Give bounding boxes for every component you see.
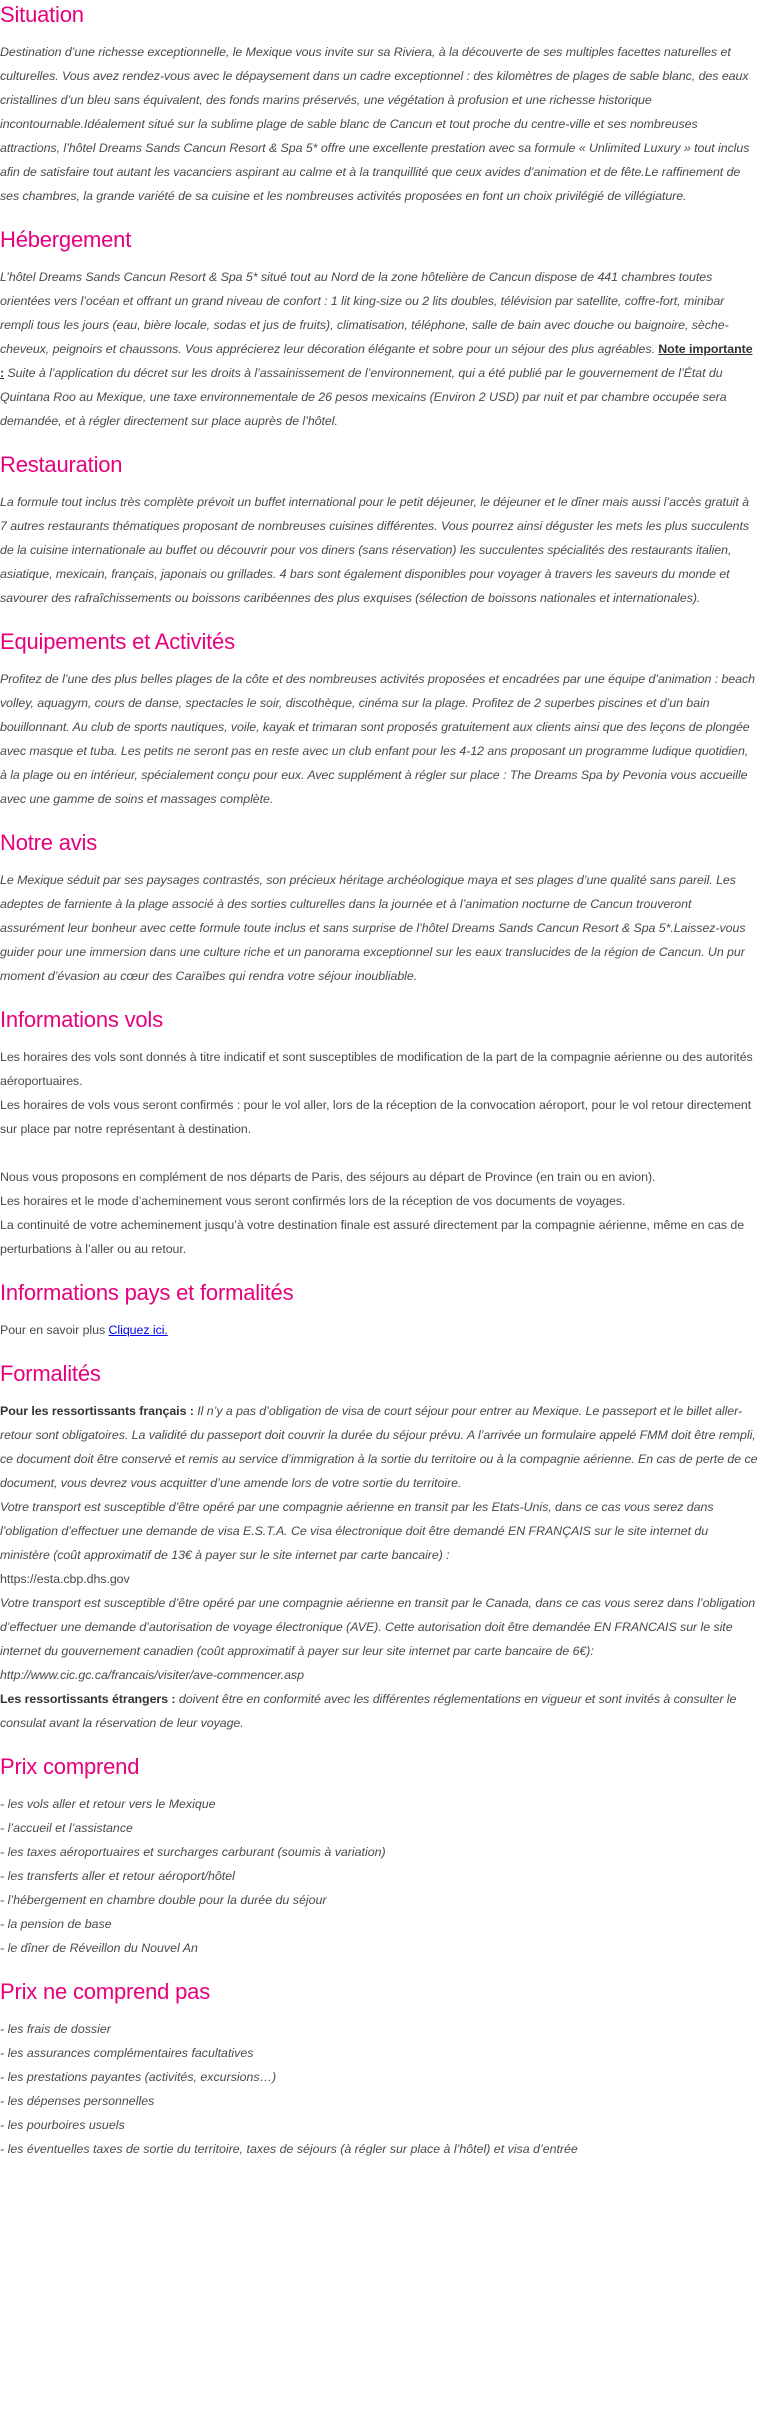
prix-ne-comprend-list: [0, 2017, 758, 2161]
restauration-text: La formule tout inclus très complète prévoit un buffet international pour le petit déjeuner, le déjeuner et le dîner mais aussi l’accès gratuit à 7 autres restaurants thématiques proposant de nombreuses cuisines différentes. Vous pourrez ainsi déguster les mets les plus succulents de la cuisine internationale au buffet ou découvrir pour vos diners (sans réservation) les succulentes spécialités des restaurants italien, asiatique, mexicain, français, japonais ou grillades. 4 bars sont également disponibles pour voyager à travers les saveurs du monde et savourer des rafraîchissements ou boissons caribéennes des plus exquises (sélection de boissons nationales et internationales).: [0, 495, 750, 605]
section-vols: [0, 1005, 758, 1261]
section-situation: [0, 0, 758, 208]
section-title-pays: Informations pays et formalités: [0, 1280, 294, 1305]
vols-paragraph-3: Nous vous proposons en complément de nos départs de Paris, des séjours au départ de Province (en train ou en avion).: [0, 1170, 656, 1184]
formalites-etr: [0, 1687, 758, 1735]
list-item: - le dîner de Réveillon du Nouvel An: [0, 1941, 198, 1955]
pays-text-label: Pour en savoir plus: [0, 1323, 109, 1337]
vols-paragraph-5: La continuité de votre acheminement jusqu’à votre destination finale est assuré directement par la compagnie aérienne, même en cas de perturbations à l’aller ou au retour.: [0, 1218, 745, 1256]
avis-text: Le Mexique séduit par ses paysages contrastés, son précieux héritage archéologique maya et ses plages d’une qualité sans pareil. Les adeptes de farniente à la plage associé à des sorties culturelles dans la journée et à l’animation nocturne de Cancun trouveront assurément leur bonheur avec cette formule toute inclus et sans surprise de l’hôtel Dreams Sands Cancun Resort & Spa 5*.Laissez-vous guider pour une immersion dans une culture riche et un panorama exceptionnel sur les eaux translucides de la région de Cancun. Un pur moment d’évasion au cœur des Caraïbes qui rendra votre séjour inoubliable.: [0, 873, 746, 983]
hebergement-text-before: L’hôtel Dreams Sands Cancun Resort & Spa 5* situé tout au Nord de la zone hôtelière de Cancun dispose de 441 chambres toutes orientées vers l’océan et offrant un grand niveau de confort : 1 lit king-size ou 2 lits doubles, télévision par satellite, coffre-fort, minibar rempli tous les jours (eau, bière locale, sodas et jus de fruits), climatisation, téléphone, salle de bain avec douche ou baignoire, sèche-cheveux, peignoirs et chaussons. Vous apprécierez leur décoration élégante et sobre pour un séjour des plus agréables.: [0, 270, 729, 356]
section-pays: [0, 1278, 758, 1342]
list-item: - les pourboires usuels: [0, 2118, 125, 2132]
vols-paragraph-4: Les horaires et le mode d’acheminement vous seront confirmés lors de la réception de vos documents de voyages.: [0, 1194, 626, 1208]
pays-link[interactable]: Cliquez ici.: [108, 1323, 168, 1337]
list-item: - les taxes aéroportuaires et surcharges carburant (soumis à variation): [0, 1845, 386, 1859]
formalites-usa: Votre transport est susceptible d’être opéré par une compagnie aérienne en transit par les Etats-Unis, dans ce cas vous serez dans l’obligation d’effectuer une demande de visa E.S.T.A. Ce visa électronique doit être demandé EN FRANÇAIS sur le site internet du ministère (coût approximatif de 13€ à payer sur le site internet par carte bancaire) :: [0, 1500, 714, 1562]
section-title-hebergement: Hébergement: [0, 227, 132, 252]
list-item: - les dépenses personnelles: [0, 2094, 155, 2108]
list-item: - la pension de base: [0, 1917, 112, 1931]
list-item: - les frais de dossier: [0, 2022, 111, 2036]
hebergement-text: [0, 265, 758, 433]
vols-spacer: [0, 1141, 758, 1165]
section-title-prix-ne-comprend: Prix ne comprend pas: [0, 1979, 210, 2004]
formalites-fr: [0, 1399, 758, 1495]
formalites-canada: Votre transport est susceptible d’être opéré par une compagnie aérienne en transit par le Canada, dans ce cas vous serez dans l’obligation d’effectuer une demande d’autorisation de voyage électronique (AVE). Cette autorisation doit être demandée EN FRANCAIS sur le site internet du gouvernement canadien (coût approximatif à payer sur leur site internet par carte bancaire de 6€): http://www.cic.gc.ca/francais/visiter/ave-commencer.asp: [0, 1596, 756, 1682]
section-title-situation: Situation: [0, 2, 84, 27]
note-importante-label: Note importante :: [0, 342, 753, 380]
hebergement-text-after: Suite à l’application du décret sur les droits à l’assainissement de l’environnement, qui a été publié par le gouvernement de l’État du Quintana Roo au Mexique, une taxe environnementale de 26 pesos mexicains (Environ 2 USD) par nuit et par chambre occupée sera demandée, et à régler directement sur place auprès de l’hôtel.: [0, 366, 727, 428]
pays-text: [0, 1318, 758, 1342]
section-formalites: [0, 1359, 758, 1735]
formalites-usa-url: https://esta.cbp.dhs.gov: [0, 1572, 130, 1586]
section-prix-ne-comprend: [0, 1977, 758, 2161]
list-item: - les vols aller et retour vers le Mexique: [0, 1797, 216, 1811]
section-title-formalites: Formalités: [0, 1361, 101, 1386]
section-title-prix-comprend: Prix comprend: [0, 1754, 140, 1779]
section-title-vols: Informations vols: [0, 1007, 163, 1032]
formalites-etr-label: Les ressortissants étrangers :: [0, 1692, 176, 1706]
section-equipements: [0, 627, 758, 811]
list-item: - les assurances complémentaires facultatives: [0, 2046, 254, 2060]
formalites-fr-label: Pour les ressortissants français :: [0, 1404, 194, 1418]
formalites-etr-text: doivent être en conformité avec les différentes réglementations en vigueur et sont invités à consulter le consulat avant la réservation de leur voyage.: [0, 1692, 737, 1730]
list-item: - les éventuelles taxes de sortie du territoire, taxes de séjours (à régler sur place à l’hôtel) et visa d’entrée: [0, 2142, 578, 2156]
list-item: - l’hébergement en chambre double pour la durée du séjour: [0, 1893, 327, 1907]
section-avis: [0, 828, 758, 988]
situation-text: Destination d’une richesse exceptionnelle, le Mexique vous invite sur sa Riviera, à la découverte de ses multiples facettes naturelles et culturelles. Vous avez rendez-vous avec le dépaysement dans un cadre exceptionnel : des kilomètres de plages de sable blanc, des eaux cristallines d’un bleu sans équivalent, des fonds marins préservés, une végétation à profusion et une richesse historique incontournable.Idéalement situé sur la sublime plage de sable blanc de Cancun et tout proche du centre-ville et ses nombreuses attractions, l’hôtel Dreams Sands Cancun Resort & Spa 5* offre une excellente prestation avec sa formule « Unlimited Luxury » tout inclus afin de satisfaire tout autant les vacanciers aspirant au calme et à la tranquillité que ceux avides d’animation et de fête.Le raffinement de ses chambres, la grande variété de sa cuisine et les nombreuses activités proposées en font un choix privilégié de villégiature.: [0, 45, 750, 203]
section-title-avis: Notre avis: [0, 830, 98, 855]
vols-paragraph-2: Les horaires de vols vous seront confirmés : pour le vol aller, lors de la réception de la convocation aéroport, pour le vol retour directement sur place par notre représentant à destination.: [0, 1098, 752, 1136]
list-item: - l’accueil et l’assistance: [0, 1821, 133, 1835]
prix-comprend-list: [0, 1792, 758, 1960]
section-prix-comprend: [0, 1752, 758, 1960]
section-restauration: [0, 450, 758, 610]
vols-paragraph-1: Les horaires des vols sont donnés à titre indicatif et sont susceptibles de modification de la part de la compagnie aérienne ou des autorités aéroportuaires.: [0, 1050, 753, 1088]
formalites-fr-text: Il n’y a pas d’obligation de visa de court séjour pour entrer au Mexique. Le passeport et le billet aller-retour sont obligatoires. La validité du passeport doit couvrir la durée du séjour prévu. A l’arrivée un formulaire appelé FMM doit être rempli, ce document doit être conservé et remis au service d’immigration à la sortie du territoire ou à la compagnie aérienne. En cas de perte de ce document, vous devrez vous acquitter d’une amende lors de votre sortie du territoire.: [0, 1404, 758, 1490]
section-title-restauration: Restauration: [0, 452, 123, 477]
section-hebergement: [0, 225, 758, 433]
section-title-equipements: Equipements et Activités: [0, 629, 235, 654]
equipements-text: Profitez de l’une des plus belles plages de la côte et des nombreuses activités proposées et encadrées par une équipe d’animation : beach volley, aquagym, cours de danse, spectacles le soir, discothèque, cinéma sur la plage. Profitez de 2 superbes piscines et d’un bain bouillonnant. Au club de sports nautiques, voile, kayak et trimaran sont proposés gratuitement aux clients ainsi que des leçons de plongée avec masque et tuba. Les petits ne seront pas en reste avec un club enfant pour les 4-12 ans proposant un programme ludique quotidien, à la plage ou en intérieur, spécialement conçu pour eux. Avec supplément à régler sur place : The Dreams Spa by Pevonia vous accueille avec une gamme de soins et massages complète.: [0, 672, 755, 806]
list-item: - les prestations payantes (activités, excursions…): [0, 2070, 277, 2084]
list-item: - les transferts aller et retour aéroport/hôtel: [0, 1869, 235, 1883]
